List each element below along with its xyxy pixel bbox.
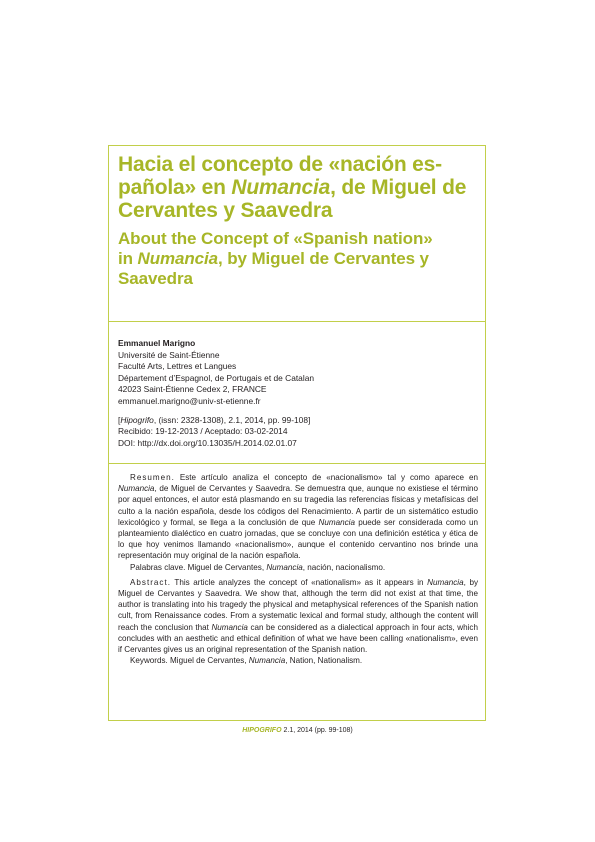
english-title-end: , by Miguel de Cervantes y: [217, 249, 429, 268]
palabras-clave-label: Palabras clave.: [130, 562, 186, 572]
resumen-text-b: , de Miguel de Cervantes y Saavedra. Se demuestra que, aunque no existiese el término por aquel entonces, el autor está plasmando en su tragedia las referencias físicas y metafísicas del culto a la nación española, desde los códigos del Renacimiento. A partir de un sistemático estudio lexicológico y formal, se llega a la conclusión de que: [118, 484, 478, 527]
spanish-title-text-end: , de Miguel de: [330, 176, 467, 199]
footer-journal-name: HIPOGRIFO: [242, 727, 282, 734]
author-university: Université de Saint-Étienne: [118, 349, 220, 360]
author-block: [118, 338, 480, 449]
author-department: Département d’Espagnol, de Portugais et de Catalan: [118, 372, 315, 383]
doi-link[interactable]: DOI: http://dx.doi.org/10.13035/H.2014.02.01.07: [118, 437, 297, 448]
author-name: Emmanuel Marigno: [118, 338, 196, 348]
resumen-work-2: Numancia: [318, 517, 355, 527]
page-footer: [0, 727, 595, 734]
english-title: [118, 229, 480, 289]
title-block: [118, 153, 480, 289]
english-title-work: Numancia: [137, 249, 218, 268]
palabras-clave-text-b: , nación, nacionalismo.: [302, 562, 386, 572]
citation: [118, 415, 480, 427]
keywords-work: Numancia: [248, 656, 286, 666]
keywords-text-a: Miguel de Cervantes,: [167, 656, 249, 666]
abstract-text-c: can be considered as a dialectical approach in four acts, which concludes with an aesthetic and ethical definition of what we have been calling «nationalism», even if Cervantes gives us an original representation of the Spanish nation.: [118, 622, 478, 655]
english-title-pre: in: [118, 249, 138, 268]
palabras-clave-work: Numancia: [266, 562, 303, 572]
abstract-label: Abstract.: [130, 577, 171, 587]
keywords-label: Keywords.: [130, 656, 168, 666]
resumen-paragraph: [118, 472, 478, 562]
citation-rest: , (issn: 2328-1308), 2.1, 2014, pp. 99-108]: [153, 414, 311, 425]
keywords-paragraph: [118, 655, 478, 666]
palabras-clave-text-a: Miguel de Cervantes,: [185, 562, 267, 572]
received-date: Recibido: 19-12-2013 / Aceptado: 03-02-2014: [118, 426, 288, 437]
abstract-text-a: This article analyzes the concept of «nationalism» as it appears in: [170, 577, 428, 587]
english-title-line3: Saavedra: [118, 269, 193, 288]
abstract-paragraph: [118, 577, 478, 655]
resumen-text-a: Este artículo analiza el concepto de «nacionalismo» tal y como aparece en: [174, 473, 478, 482]
abstract-text-b: , by Miguel de Cervantes y Saavedra. We show that, although the term did not exist at that time, the author is translating into his tragedy the physical and metaphysical references of the Spanish nation cult, from Renaissance codes. From a systematic lexical and formal study, although the content will reach the conclusion that: [118, 577, 478, 632]
author-address: 42023 Saint-Étienne Cedex 2, FRANCE: [118, 384, 267, 395]
spanish-title-text: en: [195, 176, 232, 199]
author-faculty: Faculté Arts, Lettres et Langues: [118, 361, 237, 372]
spanish-title-work: Numancia: [231, 176, 331, 199]
spanish-title-line1: Hacia el concepto de «nación es-: [118, 153, 442, 176]
citation-journal: Hipogrifo: [120, 414, 154, 425]
abstract-block: [118, 472, 478, 666]
keywords-text-b: , Nation, Nationalism.: [285, 656, 363, 666]
resumen-work-1: Numancia: [118, 484, 155, 494]
abstract-work-1: Numancia: [427, 577, 464, 587]
abstract-work-2: Numancia: [211, 622, 248, 632]
resumen-label: Resumen.: [130, 473, 175, 482]
footer-issue-info: 2.1, 2014 (pp. 99-108): [281, 727, 353, 734]
spanish-title-line3: Cervantes y Saavedra: [118, 199, 333, 222]
author-email[interactable]: emmanuel.marigno@univ-st-etienne.fr: [118, 395, 261, 406]
english-title-line1: About the Concept of «Spanish nation»: [118, 229, 433, 248]
palabras-clave-paragraph: [118, 562, 478, 573]
spanish-title-bold-part: pañola»: [118, 176, 196, 199]
spanish-title: [118, 153, 480, 222]
citation-open: [: [118, 414, 121, 425]
resumen-text-c: puede ser considerada como un planteamiento dialéctico en cuatro jornadas, que se concluye con una definición estética y ética de lo que hoy venimos llamando «nacionalismo», aunque el contenido cervantino nos brinde una representación muy original de la nación española.: [118, 517, 478, 561]
